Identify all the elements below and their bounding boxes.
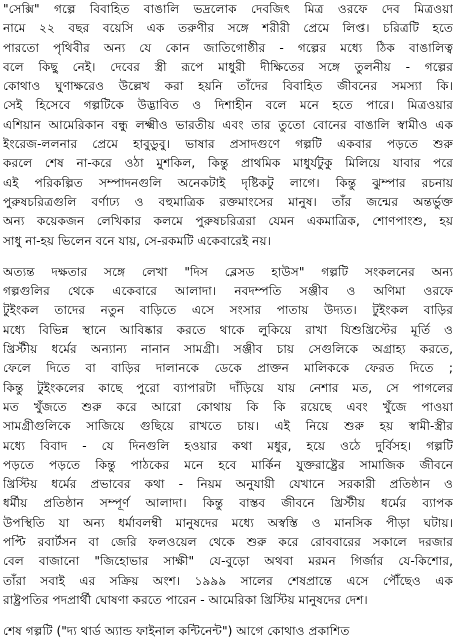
- text-line: পড়তে পড়তে কিন্তু পাঠকের মনে হবে মার্কিন যুক্তরাষ্ট্রের সামাজিক জীবনে: [3, 457, 453, 472]
- text-line: খ্রিস্টীয় ধর্মের অন্যান্য নানান সামগ্রী। সঞ্জীব চায় সেগুলিকে অগ্রাহ্য করতে,: [3, 342, 453, 357]
- text-line: সামগ্রীগুলিকে সাজিয়ে গুছিয়ে রাখতে চায়। এই নিয়ে শুরু হয় স্বামী-স্ত্রীর: [3, 419, 453, 434]
- text-line: সাধু না-হয় ভিলেন বনে যায়, সে-রকমটি একেবারেই নয়।: [3, 233, 271, 248]
- text-line: এশিয়ান আমেরিকান বন্ধু লক্ষ্মীও ভারতীয় এবং তার তুতো বোনের বাঙালি স্বামীও এক: [3, 117, 453, 132]
- text-line: কোথাও ঘুণাক্ষরেও উল্লেখ করা হয়নি তাঁদের বিবাহিত জীবনের সমস্যা কি।: [3, 79, 453, 94]
- text-line: উপস্থিতি যা অন্য ধর্মাবলম্বী মানুষদের মধ্যে অস্বস্তি ও মানসিক পীড়া ঘটায়।: [3, 515, 453, 530]
- text-line: "সেক্সি" গল্পে বিবাহিত বাঙালি ভদ্রলোক দেবজিৎ মিত্র ওরফে দেব মিত্রওয়া: [3, 2, 453, 16]
- text-line: সেই হিসেবে গল্পটিকে উদ্ভাবিত ও দিশাহীন বলে মনে হতে পারে। মিত্রওয়ার: [3, 98, 453, 113]
- paragraph-gap: [3, 251, 453, 263]
- paragraph-third-continent: [3, 622, 453, 641]
- text-line: ধর্মীয় প্রতিষ্ঠান সম্পূর্ণ আলাদা। কিন্তু বাস্তব জীবনে খ্রিস্টীয় ধর্মের ব্যাপক: [3, 496, 453, 511]
- text-line: পুরুষচরিত্রগুলি বর্ণাঢ্য ও বহুমাত্রিক রক্তমাংসের মানুষ। তাঁর জন্মের অন্তর্ভুক্ত: [3, 194, 453, 209]
- paragraph-blessed-house: [3, 263, 453, 610]
- text-line: বেল বাজানো "জিহোভার সাক্ষী" যে-বুড়ো অথবা মরমন গির্জার যে-কিশোর,: [3, 554, 453, 569]
- text-line: ফেলে দিতে বা বাড়ির দালানকে ডেকে প্রাক্তন মালিককে ফেরত দিতে ;: [3, 361, 453, 376]
- text-line: শেষ গল্পটি ("দ্য থার্ড অ্যান্ড ফাইনাল কন্টিনেন্ট") আগে কোথাও প্রকাশিত: [3, 624, 350, 639]
- text-line: এই পরিকল্পিত সম্পাদনগুলি অনেকটাই দৃষ্টিকটু লাগে। কিন্তু ঝুম্পার রচনায়: [3, 175, 453, 190]
- text-line: নামে ২২ বছর বয়েসি এক তরুণীর সঙ্গে শরীরী প্রেমে লিপ্ত। চরিত্রটি হতে: [3, 21, 453, 36]
- text-line: করলে শেষ না-করে ওঠা মুশকিল, কিন্তু প্রাথমিক মাধুর্যটুকু মিলিয়ে যাবার পরে: [3, 156, 453, 171]
- paragraph-sexy-story: [3, 0, 453, 251]
- text-line: মধ্যে বিভিন্ন স্থানে আবিষ্কার করতে থাকে লুকিয়ে রাখা যিশুখ্রিস্টের মূর্তি ও: [3, 322, 453, 337]
- text-line: পপ্টি রবার্টসন বা জেরি ফলওয়েল থেকে শুরু করে রোববারের সকালে দরজার: [3, 535, 453, 550]
- text-line: কিন্তু টুইংকলের কাছে পুরো ব্যাপারটা দাঁড়িয়ে যায় নেশার মত, সে পাগলের: [3, 380, 453, 395]
- text-line: ইংরেজ-ললনার প্রেমে হাবুডুবু। ভাষার প্রসাদগুণে গল্পটি একবার পড়তে শুরু: [3, 137, 453, 152]
- text-line: খ্রিস্টিয় ধর্মের প্রভাবের কথা - নিয়ম অনুযায়ী যেখানে সরকারী প্রতিষ্ঠান ও: [3, 477, 453, 492]
- paragraph-gap: [3, 610, 453, 622]
- text-line: গল্পগুলির থেকে একেবারে আলাদা। নবদম্পতি সঞ্জীব ও অণিমা ওরফে: [3, 284, 453, 299]
- text-line: মধ্যে বিবাদ - যে দিনগুলি হওয়ার কথা মধুর, হয়ে ওঠে দুর্বিসহ। গল্পটি: [3, 438, 453, 453]
- text-line: টুইংকল তাদের নতুন বাড়িতে এসে সংসার পাতায় উদ্যত। টুইংকল বাড়ির: [3, 303, 453, 318]
- text-line: অন্য কয়েকজন লেখিকার কলমে পুরুষচরিত্ররা যেমন একমাত্রিক, শোণপাংশু, হয়: [3, 214, 453, 229]
- text-line: তাঁরা সবাই এর সক্রিয় অংশ। ১৯৯৯ সালের শেষপ্রান্তে এসে পৌঁছেও এক: [3, 573, 453, 588]
- text-line: রাষ্ট্রপতির পদপ্রার্থী ঘোষণা করতে পারেন - আমেরিকা খ্রিস্টিয় মানুষদের দেশ।: [3, 592, 368, 607]
- text-line: অত্যন্ত দক্ষতার সঙ্গে লেখা "দিস ব্লেসড হাউস" গল্পটি সংকলনের অন্য: [3, 264, 453, 279]
- text-line: পারতো পৃথিবীর অন্য যে কোন জাতিগোষ্ঠীর - গল্পের মধ্যে ঠিক বাঙালিত্ব: [3, 40, 453, 55]
- text-line: মত খুঁজতে শুরু করে আরো কোথায় কি কি রয়েছে এবং খুঁজে পাওয়া: [3, 399, 453, 414]
- text-line: বলে কিছু নেই। দেবের স্ত্রী রূপে মাধুরী দীক্ষিতের সঙ্গে তুলনীয় - গল্পের: [3, 59, 453, 74]
